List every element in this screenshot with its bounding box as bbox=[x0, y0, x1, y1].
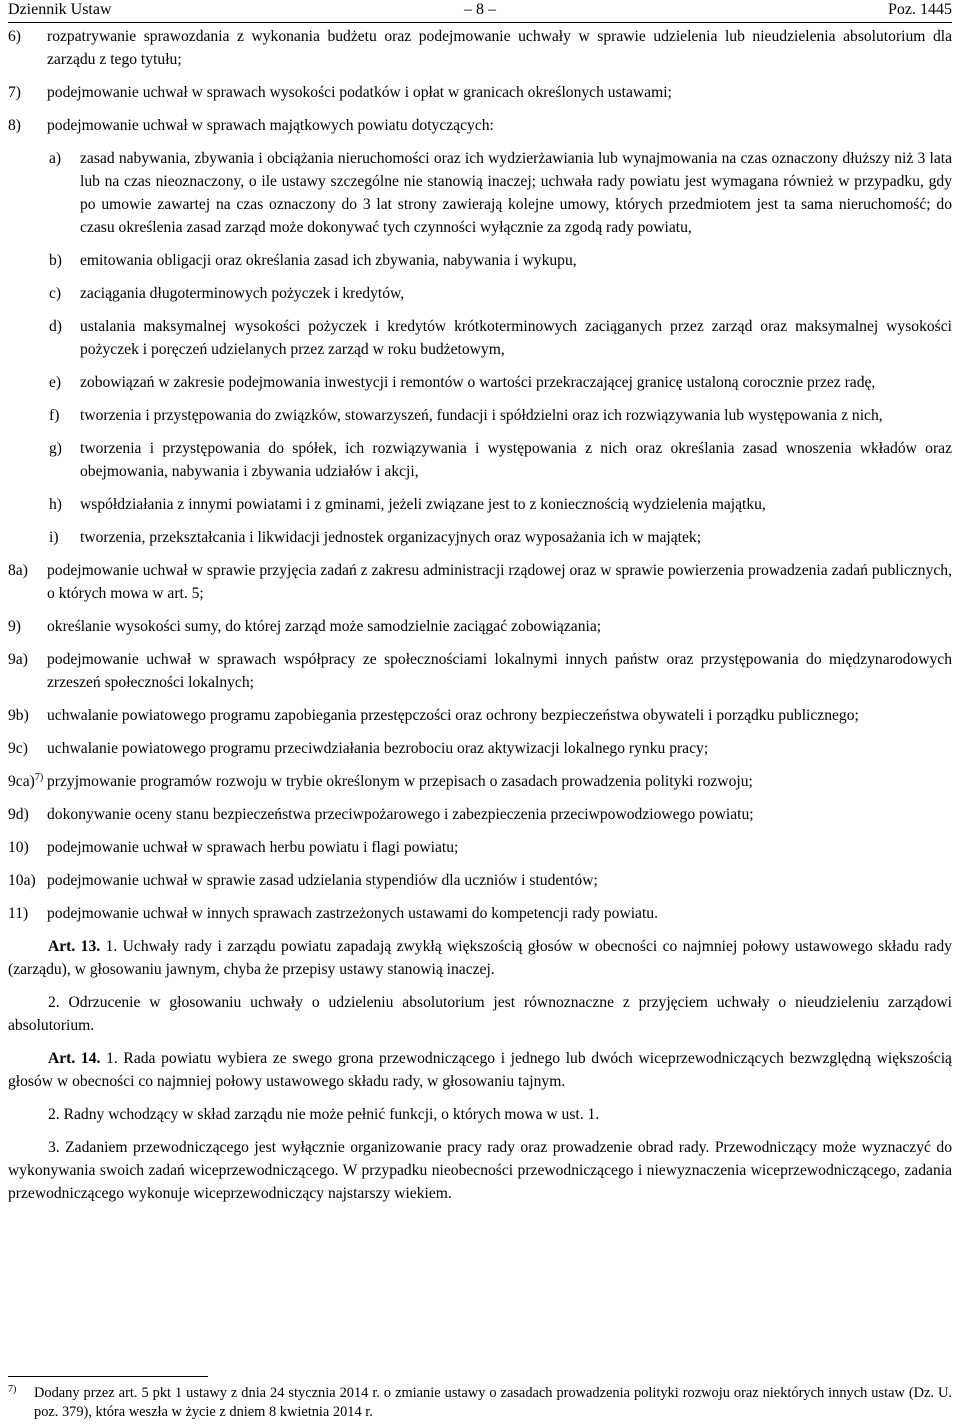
item-text: podejmowanie uchwał w innych sprawach zastrzeżonych ustawami do kompetencji rady powiatu. bbox=[47, 905, 658, 922]
item-number: 11) bbox=[8, 905, 29, 922]
item-number: 9b) bbox=[8, 707, 29, 724]
item-number: 8) bbox=[8, 117, 21, 134]
sub-item-text: emitowania obligacji oraz określania zasad ich zbywania, nabywania i wykupu, bbox=[80, 252, 577, 269]
item-text: podejmowanie uchwał w sprawach majątkowych powiatu dotyczących: bbox=[47, 117, 494, 134]
item-number: 9) bbox=[8, 618, 21, 635]
sub-list-item bbox=[8, 526, 952, 549]
sub-item-text: tworzenia, przekształcania i likwidacji jednostek organizacyjnych oraz wyposażania ich w majątek; bbox=[80, 529, 702, 546]
list-item bbox=[8, 648, 952, 694]
page-header bbox=[8, 0, 952, 23]
sub-item-text: zaciągania długoterminowych pożyczek i kredytów, bbox=[80, 285, 405, 302]
sub-item-text: tworzenia i przystępowania do spółek, ich rozwiązywania i występowania z nich oraz określania zasad wnoszenia wkładów oraz obejmowania, nabywania i zbywania udziałów i akcji, bbox=[80, 440, 952, 480]
sub-item-text: ustalania maksymalnej wysokości pożyczek i kredytów krótkoterminowych zaciąganych przez zarząd oraz maksymalnej wysokości pożyczek i poręczeń udzielanych przez zarząd w roku budżetowym, bbox=[80, 318, 952, 358]
page-number: – 8 – bbox=[464, 1, 496, 18]
item-number-label: 9ca) bbox=[8, 773, 35, 790]
sub-list-item bbox=[8, 371, 952, 394]
sub-list-item bbox=[8, 147, 952, 239]
sub-list-item bbox=[8, 404, 952, 427]
sub-item-text: tworzenia i przystępowania do związków, stowarzyszeń, fundacji i spółdzielni oraz ich rozwiązywania lub występowania z nich, bbox=[80, 407, 883, 424]
sub-item-text: zobowiązań w zakresie podejmowania inwestycji i remontów o wartości przekraczającej granicę ustaloną corocznie przez radę, bbox=[80, 374, 876, 391]
item-number: 9a) bbox=[8, 651, 28, 668]
sub-list-item bbox=[8, 437, 952, 483]
item-text: podejmowanie uchwał w sprawach herbu powiatu i flagi powiatu; bbox=[47, 839, 459, 856]
sub-item-letter: i) bbox=[49, 529, 59, 546]
sub-item-letter: c) bbox=[49, 285, 62, 302]
footnote-text: Dodany przez art. 5 pkt 1 ustawy z dnia 24 stycznia 2014 r. o zmianie ustawy o zasadach prowadzenia polityki rozwoju oraz niektórych innych ustaw (Dz. U. poz. 379), która weszła w życie z dniem 8 kwietnia 2014 r. bbox=[34, 1385, 952, 1420]
sub-item-text: współdziałania z innymi powiatami i z gminami, jeżeli związane jest to z koniecznością wydzielenia majątku, bbox=[80, 496, 766, 513]
item-text: uchwalanie powiatowego programu przeciwdziałania bezrobociu oraz aktywizacji lokalnego rynku pracy; bbox=[47, 740, 709, 757]
article-14-paragraph-2: 2. Radny wchodzący w skład zarządu nie może pełnić funkcji, o których mowa w ust. 1. bbox=[48, 1106, 600, 1123]
item-number: 6) bbox=[8, 28, 21, 45]
item-text: określanie wysokości sumy, do której zarząd może samodzielnie zaciągać zobowiązania; bbox=[47, 618, 602, 635]
item-text: dokonywanie oceny stanu bezpieczeństwa przeciwpożarowego i zabezpieczenia przeciwpowodziowego powiatu; bbox=[47, 806, 754, 823]
item-number: 9d) bbox=[8, 806, 29, 823]
item-number: 10) bbox=[8, 839, 29, 856]
sub-item-letter: h) bbox=[49, 496, 62, 513]
list-item bbox=[8, 737, 952, 760]
sub-list-item bbox=[8, 315, 952, 361]
article-14-paragraph-1 bbox=[8, 1047, 952, 1093]
list-item bbox=[8, 81, 952, 104]
list-item bbox=[8, 869, 952, 892]
item-number bbox=[8, 770, 43, 793]
footnote-mark: 7) bbox=[8, 1384, 17, 1395]
list-item bbox=[8, 803, 952, 826]
sub-item-letter: a) bbox=[49, 150, 62, 167]
list-item bbox=[8, 902, 952, 925]
sub-list bbox=[8, 147, 952, 549]
footnote-reference: 7) bbox=[34, 772, 44, 783]
item-number: 9c) bbox=[8, 740, 28, 757]
list-item bbox=[8, 704, 952, 727]
item-text: rozpatrywanie sprawozdania z wykonania budżetu oraz podejmowanie uchwały w sprawie udzielenia lub nieudzielenia absolutorium dla zarządu z tego tytułu; bbox=[47, 28, 952, 68]
item-text: podejmowanie uchwał w sprawie przyjęcia zadań z zakresu administracji rządowej oraz w sprawie powierzenia prowadzenia zadań publicznych, o których mowa w art. 5; bbox=[47, 562, 952, 602]
list-item bbox=[8, 559, 952, 605]
item-number: 10a) bbox=[8, 872, 36, 889]
article-label: Art. 14. bbox=[48, 1050, 101, 1067]
item-text: podejmowanie uchwał w sprawie zasad udzielania stypendiów dla uczniów i studentów; bbox=[47, 872, 598, 889]
sub-list-item bbox=[8, 249, 952, 272]
sub-list-item bbox=[8, 282, 952, 305]
list-item bbox=[8, 114, 952, 137]
item-number: 7) bbox=[8, 84, 21, 101]
list-item bbox=[8, 25, 952, 71]
article-text: 1. Uchwały rady i zarządu powiatu zapadają zwykłą większością głosów w obecności co najmniej połowy ustawowego składu rady (zarządu), w głosowaniu jawnym, chyba że przepisy ustawy stanowią inaczej. bbox=[8, 938, 952, 978]
sub-item-letter: f) bbox=[49, 407, 60, 424]
document-body bbox=[8, 23, 952, 1205]
sub-item-letter: e) bbox=[49, 374, 62, 391]
article-14-paragraph-3: 3. Zadaniem przewodniczącego jest wyłącznie organizowanie pracy rady oraz prowadzenie obrad rady. Przewodniczący może wyznaczyć do wykonywania swoich zadań wiceprzewodniczącego. W przypadku nieobecności przewodniczącego i niewyznaczenia wiceprzewodniczącego, zadania przewodniczącego wykonuje wiceprzewodniczący najstarszy wiekiem. bbox=[8, 1139, 952, 1202]
article-label: Art. 13. bbox=[48, 938, 101, 955]
item-text: przyjmowanie programów rozwoju w trybie określonym w przepisach o zasadach prowadzenia polityki rozwoju; bbox=[47, 773, 753, 790]
footnote-divider bbox=[8, 1376, 208, 1377]
sub-item-letter: g) bbox=[49, 440, 62, 457]
item-text: uchwalanie powiatowego programu zapobiegania przestępczości oraz ochrony bezpieczeństwa obywateli i porządku publicznego; bbox=[47, 707, 859, 724]
journal-title: Dziennik Ustaw bbox=[8, 1, 112, 18]
sub-item-text: zasad nabywania, zbywania i obciążania nieruchomości oraz ich wydzierżawiania lub wynajmowania na czas oznaczony dłuższy niż 3 lata lub na czas nieoznaczony, o ile ustawy szczególne nie stanowią inaczej; uchwała rady powiatu jest wymagana również w przypadku, gdy po umowie zawartej na czas oznaczony do 3 lat strony zawierają kolejne umowy, których przedmiotem jest ta sama nieruchomość; do czasu określenia zasad zarząd może dokonywać tych czynności wyłącznie za zgodą rady powiatu, bbox=[80, 150, 952, 236]
footnote bbox=[8, 1384, 952, 1422]
list-item bbox=[8, 836, 952, 859]
item-text: podejmowanie uchwał w sprawach współpracy ze społecznościami lokalnymi innych państw oraz przystępowania do międzynarodowych zrzeszeń społeczności lokalnych; bbox=[47, 651, 952, 691]
sub-item-letter: b) bbox=[49, 252, 62, 269]
item-number: 8a) bbox=[8, 562, 28, 579]
article-13-paragraph-2: 2. Odrzucenie w głosowaniu uchwały o udzieleniu absolutorium jest równoznaczne z przyjęciem uchwały o nieudzieleniu zarządowi absolutorium. bbox=[8, 994, 952, 1034]
sub-list-item bbox=[8, 493, 952, 516]
position-number: Poz. 1445 bbox=[888, 1, 952, 18]
article-13-paragraph-1 bbox=[8, 935, 952, 981]
article-text: 1. Rada powiatu wybiera ze swego grona przewodniczącego i jednego lub dwóch wiceprzewodniczących bezwzględną większością głosów w obecności co najmniej połowy ustawowego składu rady, w głosowaniu tajnym. bbox=[8, 1050, 952, 1090]
item-text: podejmowanie uchwał w sprawach wysokości podatków i opłat w granicach określonych ustawami; bbox=[47, 84, 672, 101]
sub-item-letter: d) bbox=[49, 318, 62, 335]
list-item bbox=[8, 615, 952, 638]
list-item bbox=[8, 770, 952, 793]
